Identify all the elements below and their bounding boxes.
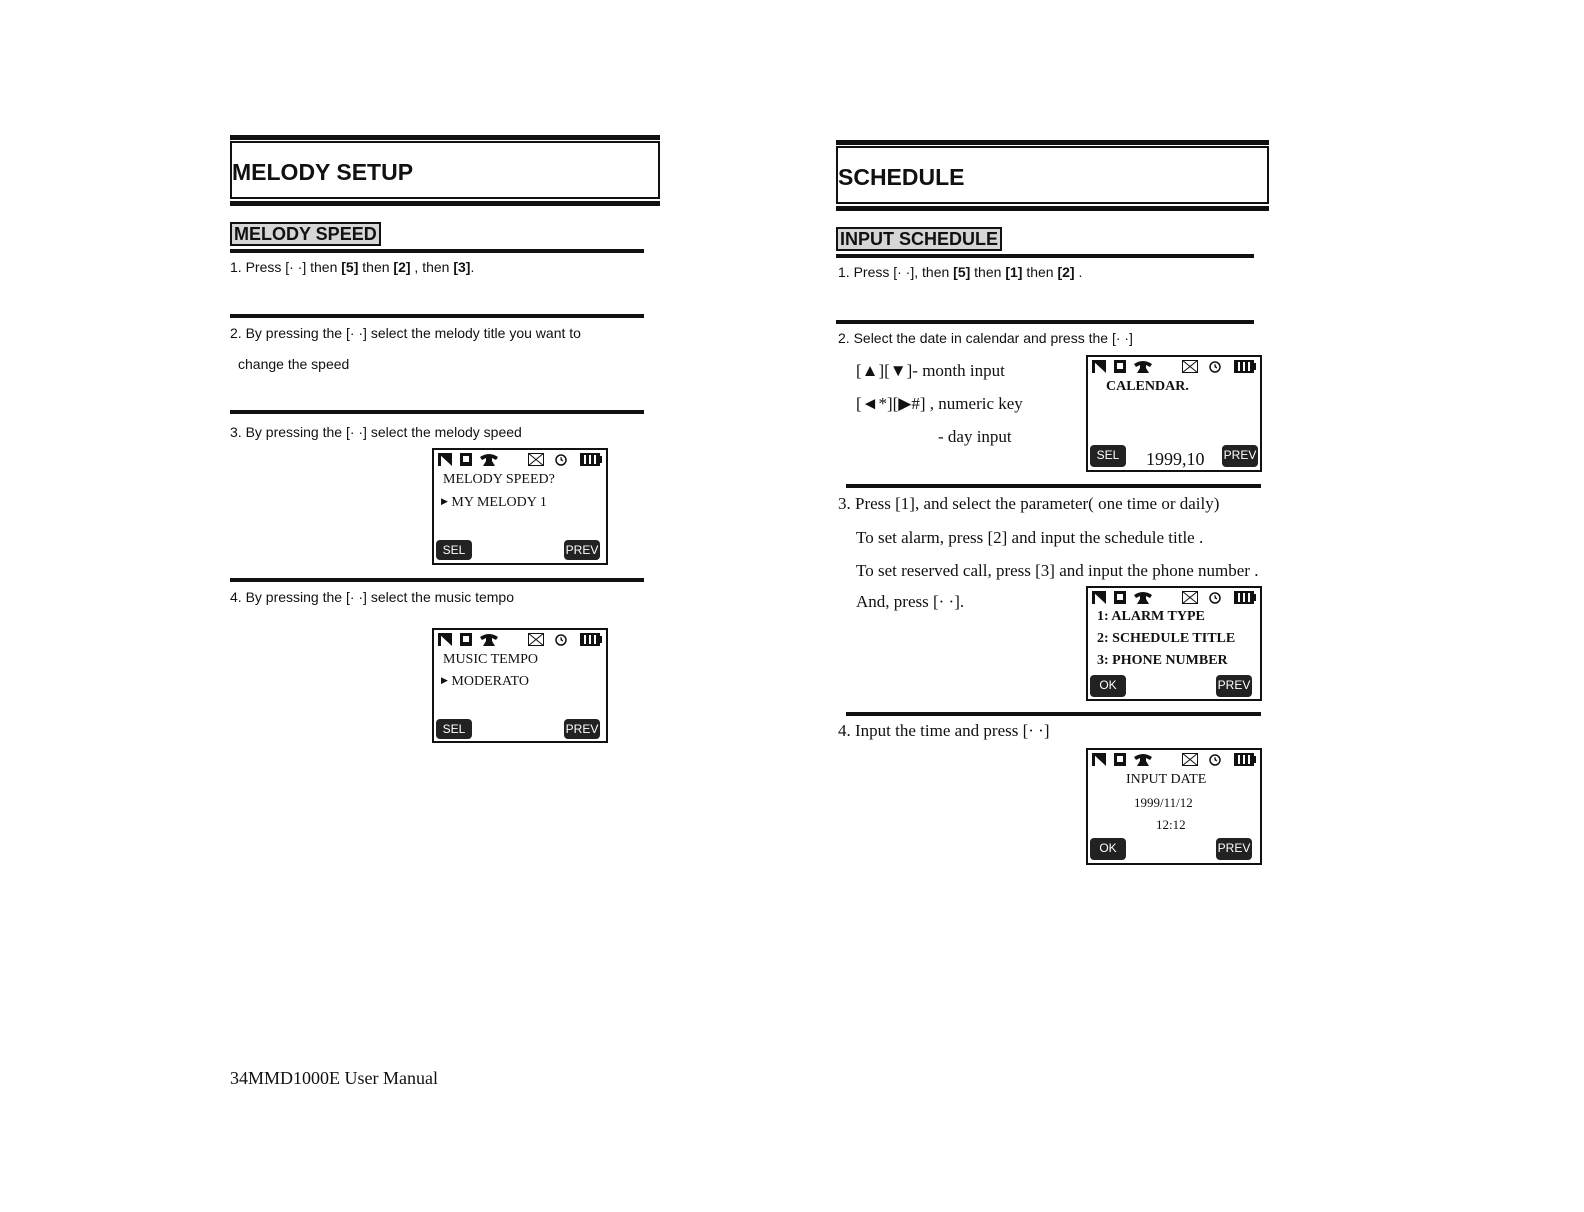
signal-icon (1092, 360, 1106, 373)
phone-screen-schedule-menu (1086, 586, 1262, 701)
battery-icon (580, 453, 602, 466)
menu-item-phone-number: 3: PHONE NUMBER (1097, 653, 1228, 668)
phone-icon (1134, 753, 1152, 766)
envelope-icon (528, 453, 544, 466)
memo-icon (1114, 360, 1126, 373)
step-3-alarm-text: To set alarm, press [2] and input the schedule title . (856, 528, 1204, 547)
screen-line-2: ▶ MODERATO (441, 674, 529, 689)
sel-softkey[interactable]: SEL (1090, 445, 1126, 467)
title-top-rule (836, 140, 1269, 145)
signal-icon (1092, 591, 1106, 604)
step-rule (836, 320, 1254, 324)
schedule-header (836, 146, 1269, 204)
step-rule (230, 314, 644, 318)
step-rule (836, 254, 1254, 258)
step-3-text: 3. Press [1], and select the parameter( one time or daily) (838, 494, 1220, 513)
memo-icon (1114, 753, 1126, 766)
phone-icon (1134, 360, 1152, 373)
menu-item-schedule-title: 2: SCHEDULE TITLE (1097, 631, 1236, 646)
day-input-text: - day input (938, 427, 1012, 446)
prev-softkey[interactable]: PREV (564, 719, 600, 739)
signal-icon (1092, 753, 1106, 766)
battery-icon (580, 633, 602, 646)
input-date-value: 1999/11/12 (1134, 795, 1193, 810)
memo-icon (460, 453, 472, 466)
month-input-text: [▲][▼]- month input (856, 361, 1005, 380)
alarm-clock-icon (1208, 591, 1222, 604)
ok-softkey[interactable]: OK (1090, 675, 1126, 697)
battery-icon (1234, 753, 1256, 766)
prev-softkey[interactable]: PREV (1216, 675, 1252, 697)
title-bottom-rule (836, 206, 1269, 211)
step-rule (846, 484, 1261, 488)
prev-softkey[interactable]: PREV (1216, 838, 1252, 860)
calendar-value: 1999,10 (1146, 449, 1205, 469)
signal-icon (438, 453, 452, 466)
status-icons (436, 631, 604, 649)
envelope-icon (1182, 753, 1198, 766)
step-4-text: 4. Input the time and press [· ·] (838, 721, 1050, 740)
phone-screen-music-tempo (432, 628, 608, 743)
alarm-clock-icon (1208, 753, 1222, 766)
alarm-clock-icon (554, 633, 568, 646)
section-subtitle: INPUT SCHEDULE (836, 227, 1002, 251)
prev-softkey[interactable]: PREV (564, 540, 600, 560)
status-icons (1090, 358, 1258, 376)
envelope-icon (1182, 360, 1198, 373)
step-1-text: 1. Press [· ·] then [5] then [2] , then [3]. (230, 259, 475, 275)
triangle-pointer-icon: ▶ (441, 675, 448, 685)
ok-softkey[interactable]: OK (1090, 838, 1126, 860)
phone-icon (1134, 591, 1152, 604)
phone-icon (480, 633, 498, 646)
page-title: SCHEDULE (838, 164, 965, 190)
input-time-value: 12:12 (1156, 817, 1186, 832)
page-title: MELODY SETUP (232, 159, 414, 185)
calendar-title: CALENDAR. (1106, 379, 1189, 394)
signal-icon (438, 633, 452, 646)
step-rule (230, 578, 644, 582)
alarm-clock-icon (1208, 360, 1222, 373)
screen-line-1: MUSIC TEMPO (443, 652, 539, 667)
prev-softkey[interactable]: PREV (1222, 445, 1258, 467)
manual-footer: 34MMD1000E User Manual (230, 1068, 438, 1088)
triangle-pointer-icon: ▶ (441, 496, 448, 506)
numeric-key-text: [◄*][▶#] , numeric key (856, 394, 1023, 413)
menu-item-alarm-type: 1: ALARM TYPE (1097, 609, 1205, 624)
melody-setup-header (230, 141, 660, 199)
phone-screen-calendar (1086, 355, 1262, 472)
alarm-clock-icon (554, 453, 568, 466)
memo-icon (460, 633, 472, 646)
status-icons (1090, 751, 1258, 769)
envelope-icon (528, 633, 544, 646)
step-4-text: 4. By pressing the [· ·] select the music tempo (230, 589, 515, 605)
sel-softkey[interactable]: SEL (436, 540, 472, 560)
phone-screen-input-date (1086, 748, 1262, 865)
title-top-rule (230, 135, 660, 140)
battery-icon (1234, 360, 1256, 373)
step-2-text: 2. By pressing the [· ·] select the melody title you want to (230, 325, 581, 341)
input-date-title: INPUT DATE (1126, 772, 1207, 787)
step-2-text-cont: change the speed (238, 356, 350, 372)
title-bottom-rule (230, 201, 660, 206)
section-subtitle: MELODY SPEED (230, 222, 381, 246)
battery-icon (1234, 591, 1256, 604)
phone-icon (480, 453, 498, 466)
step-rule (230, 249, 644, 253)
sel-softkey[interactable]: SEL (436, 719, 472, 739)
status-icons (1090, 589, 1258, 607)
envelope-icon (1182, 591, 1198, 604)
phone-screen-melody-speed (432, 448, 608, 565)
status-icons (436, 451, 604, 469)
step-3-text: 3. By pressing the [· ·] select the melody speed (230, 424, 522, 440)
step-rule (230, 410, 644, 414)
step-3-press-text: And, press [· ·]. (856, 592, 965, 611)
step-2-text: 2. Select the date in calendar and press the [· ·] (838, 330, 1133, 346)
step-3-call-text: To set reserved call, press [3] and input the phone number . (856, 561, 1259, 580)
step-rule (846, 712, 1261, 716)
screen-line-1: MELODY SPEED? (443, 472, 555, 487)
memo-icon (1114, 591, 1126, 604)
screen-line-2: ▶ MY MELODY 1 (441, 495, 547, 510)
step-1-text: 1. Press [· ·], then [5] then [1] then [2] . (838, 264, 1083, 280)
